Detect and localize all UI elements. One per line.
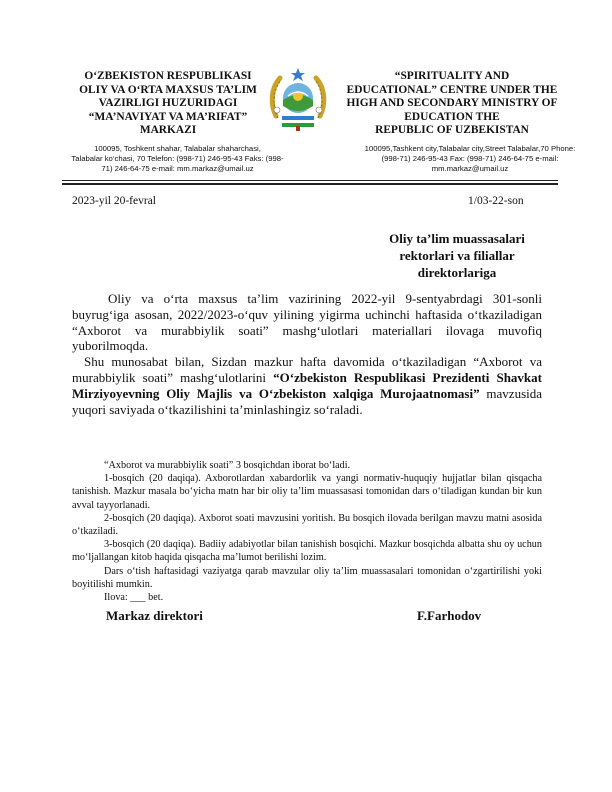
document-number: 1/03-22-son: [468, 195, 524, 207]
header-divider-thick: [62, 183, 558, 185]
address-line: 100095, Toshkent shahar, Talabalar shaharchasi,: [94, 144, 261, 153]
letter-body: [72, 291, 542, 417]
header-left-line: O‘ZBEKISTON RESPUBLIKASI: [84, 70, 252, 82]
session-stage-1: 1-bosqich (20 daqiqa). Axborotlardan xabardorlik va yangi normativ-huquqiy hujjatlar bilan qisqacha tanishish. Mazkur masala bo‘yicha matn har bir oliy ta’lim muassasasi tomonidan dars o‘tiladigan kundan bir kun avval tayyorlanadi.: [72, 473, 542, 511]
header-left-org-name: [52, 70, 284, 138]
address-line: 100095,Tashkent city,Talabalar city,Street Talabalar,70 Phone:: [364, 144, 576, 153]
session-details: [72, 459, 542, 604]
address-line: Talabalar ko‘chasi, 70 Telefon: (998-71) 246-95-43 Faks: (998-: [71, 154, 284, 163]
header-right-address: [335, 144, 605, 174]
session-stage-3: 3-bosqich (20 daqiqa). Badiiy adabiyotlar bilan tanishish bosqichi. Mazkur bosqichda albatta shu oy uchun mo‘ljallangan kitob haqida qisqacha ma’lumot berilishi lozim.: [72, 539, 542, 564]
header-left-line: OLIY VA O‘RTA MAXSUS TA’LIM: [79, 83, 257, 96]
header-right-line: EDUCATIONAL” CENTRE UNDER THE: [346, 83, 558, 96]
header-divider-thin: [62, 180, 558, 181]
body-paragraph-2: [72, 354, 542, 417]
header-right-line: “SPIRITUALITY AND: [394, 70, 510, 82]
signatory-title: Markaz direktori: [106, 608, 203, 623]
session-intro: “Axborot va murabbiylik soati” 3 bosqichdan iborat bo‘ladi.: [104, 460, 351, 471]
address-line: mm.markaz@umail.uz: [431, 164, 509, 173]
header-right-line: REPUBLIC OF UZBEKISTAN: [375, 124, 529, 137]
address-line: (998-71) 246-95-43 Fax: (998-71) 246-64-75 e-mail:: [381, 154, 559, 163]
recipient-line: direktorlariga: [417, 265, 497, 280]
body-paragraph-2-end: mavzusida yuqori saviyada o‘tkazilishini ta’minlashingiz so‘raladi.: [72, 385, 543, 417]
uzbekistan-state-emblem-icon: [268, 66, 328, 132]
header-left-address: [50, 144, 305, 174]
header-right-line: HIGH AND SECONDARY MINISTRY OF: [346, 97, 558, 110]
header-left-line: MARKAZI: [139, 124, 197, 137]
session-note: Dars o‘tish haftasidagi vaziyatga qarab mavzular oliy ta’lim muassasalari tomonidan o‘zgartirilishi yoki boyitilishi mumkin.: [72, 565, 542, 590]
body-paragraph-1: Oliy va o‘rta maxsus ta’lim vazirining 2022-yil 9-sentyabrdagi 301-sonli buyrug‘iga asosan, 2022/2023-o‘quv yilining yigirma uchinchi haftasida o‘tkaziladigan “Axborot va murabbiylik soati” mashg‘ulotlari materiallari ilovaga muvofiq yuborilmoqda.: [72, 291, 542, 354]
document-date: 2023-yil 20-fevral: [72, 195, 156, 207]
body-paragraph-2-start: Shu munosabat bilan, Sizdan mazkur hafta davomida o‘tkaziladigan “Axborot va murabbiylik soati” mashg‘ulotlarini: [72, 354, 542, 385]
body-paragraph-2-topic: “O‘zbekiston Respublikasi Prezidenti Shavkat Mirziyoyevning Oliy Majlis va O‘zbekiston xalqiga Murojaatnomasi”: [72, 369, 542, 401]
header-left-line: VAZIRLIGI HUZURIDAGI: [98, 97, 238, 110]
header-right-line: EDUCATION THE: [404, 110, 500, 123]
header-left-line: “MA’NAVIYAT VA MA’RIFAT”: [88, 110, 248, 123]
signatory-name: F.Farhodov: [417, 608, 482, 623]
attachment-line: Ilova: ___ bet.: [104, 592, 164, 604]
recipient-block: [375, 230, 539, 281]
recipient-line: rektorlari va filiallar: [399, 248, 515, 263]
session-stage-2: 2-bosqich (20 daqiqa). Axborot soati mavzusini yoritish. Bu bosqich ilovada berilgan mavzu matni asosida o‘tkaziladi.: [72, 512, 542, 538]
recipient-line: Oliy ta’lim muassasalari: [389, 231, 525, 246]
header-right-org-name: [330, 70, 574, 138]
address-line: 71) 246-64-75 e-mail: mm.markaz@umail.uz: [101, 164, 254, 173]
